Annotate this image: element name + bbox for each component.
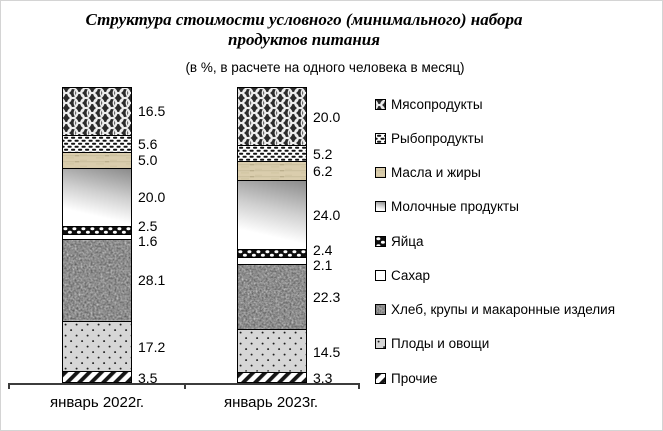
legend-swatch-sugar [375, 270, 386, 281]
legend-swatch-dairy [375, 201, 386, 212]
legend-item-meat [375, 96, 483, 112]
legend-label-eggs: Яйца [391, 233, 424, 249]
chart-title [1, 10, 607, 50]
value-label-fish: 5.6 [138, 136, 158, 153]
segment-dairy [63, 168, 131, 226]
value-label-sugar: 1.6 [138, 232, 158, 249]
legend-label-oils: Масла и жиры [391, 165, 481, 180]
segment-fish [63, 135, 131, 152]
legend-swatch-meat [375, 99, 386, 110]
value-label-meat: 20.0 [313, 108, 341, 125]
meat-texture [238, 88, 306, 145]
fruits-texture [238, 330, 306, 371]
value-label-dairy: 24.0 [313, 207, 341, 224]
stacked-bar-1 [62, 87, 132, 383]
legend-swatch-fish [375, 133, 386, 144]
value-label-meat: 16.5 [138, 103, 166, 120]
legend-label-bread: Хлеб, крупы и макаронные изделия [391, 302, 616, 317]
segment-other [63, 371, 131, 382]
segment-bread [63, 239, 131, 320]
legend-item-oils [375, 165, 481, 181]
legend-swatch-other [375, 373, 386, 384]
oils-texture [238, 162, 306, 180]
eggs-texture [238, 250, 306, 257]
segment-bread [238, 264, 306, 329]
value-label-fish: 5.2 [313, 145, 333, 162]
chart-subtitle: (в %, в расчете на одного человека в месяц) [185, 60, 465, 75]
category-label-1: январь 2022г. [49, 394, 145, 411]
legend-item-dairy [375, 199, 519, 215]
other-texture [238, 373, 306, 382]
eggs-texture [63, 227, 131, 234]
segment-sugar [238, 257, 306, 264]
value-label-dairy: 20.0 [138, 188, 166, 205]
oils-texture [63, 153, 131, 167]
eggs-texture [376, 237, 385, 246]
chart-title-line1: Структура стоимости условного (минимального) набора [85, 10, 523, 29]
axis-tick-3 [358, 383, 360, 389]
axis-tick-2 [184, 383, 186, 389]
value-label-fruits: 17.2 [138, 339, 166, 356]
legend-item-eggs [375, 233, 424, 249]
value-label-other: 3.5 [138, 369, 158, 386]
value-label-oils: 5.0 [138, 151, 158, 168]
legend-label-meat: Мясопродукты [391, 96, 483, 112]
segment-other [238, 372, 306, 382]
value-label-other: 3.3 [313, 370, 333, 387]
value-label-oils: 6.2 [313, 162, 333, 179]
segment-fruits [238, 329, 306, 371]
other-texture [376, 374, 385, 383]
segment-oils [238, 161, 306, 180]
value-label-fruits: 14.5 [313, 343, 341, 360]
legend-label-fruits: Плоды и овощи [391, 336, 490, 352]
fruits-texture [63, 322, 131, 371]
segment-eggs [63, 226, 131, 234]
value-label-eggs: 2.5 [138, 217, 158, 234]
bread-noise-texture [63, 240, 131, 320]
fish-texture [63, 136, 131, 152]
fish-texture [376, 134, 385, 143]
meat-texture [376, 100, 385, 109]
legend-item-bread [375, 302, 615, 318]
segment-dairy [238, 180, 306, 250]
fruits-texture [376, 339, 385, 348]
legend-item-fish [375, 130, 484, 146]
legend-item-other [375, 370, 438, 386]
legend-item-fruits [375, 336, 489, 352]
legend-item-sugar [375, 267, 430, 283]
segment-fish [238, 145, 306, 161]
legend-swatch-bread [375, 304, 386, 315]
value-label-eggs: 2.4 [313, 242, 333, 259]
segment-meat [63, 88, 131, 135]
segment-oils [63, 152, 131, 167]
meat-texture [63, 88, 131, 135]
value-label-bread: 28.1 [138, 272, 166, 289]
segment-meat [238, 88, 306, 145]
value-label-sugar: 2.1 [313, 257, 333, 274]
legend-label-dairy: Молочные продукты [391, 199, 519, 215]
other-texture [63, 372, 131, 382]
segment-fruits [63, 321, 131, 371]
value-label-bread: 22.3 [313, 289, 341, 306]
segment-eggs [238, 249, 306, 257]
bread-noise-texture [238, 265, 306, 329]
category-label-2: январь 2023г. [223, 394, 319, 411]
stacked-bar-2 [237, 87, 307, 383]
legend-swatch-fruits [375, 338, 386, 349]
axis-tick-1 [8, 383, 10, 389]
bread-noise-texture [376, 305, 385, 314]
legend-swatch-eggs [375, 236, 386, 247]
legend-label-fish: Рыбопродукты [391, 130, 484, 146]
chart-title-line2: продуктов питания [227, 30, 380, 49]
fish-texture [238, 146, 306, 161]
legend-label-other: Прочие [391, 370, 438, 386]
legend-label-sugar: Сахар [391, 267, 431, 283]
oils-texture [376, 168, 385, 177]
legend-swatch-oils [375, 167, 386, 178]
